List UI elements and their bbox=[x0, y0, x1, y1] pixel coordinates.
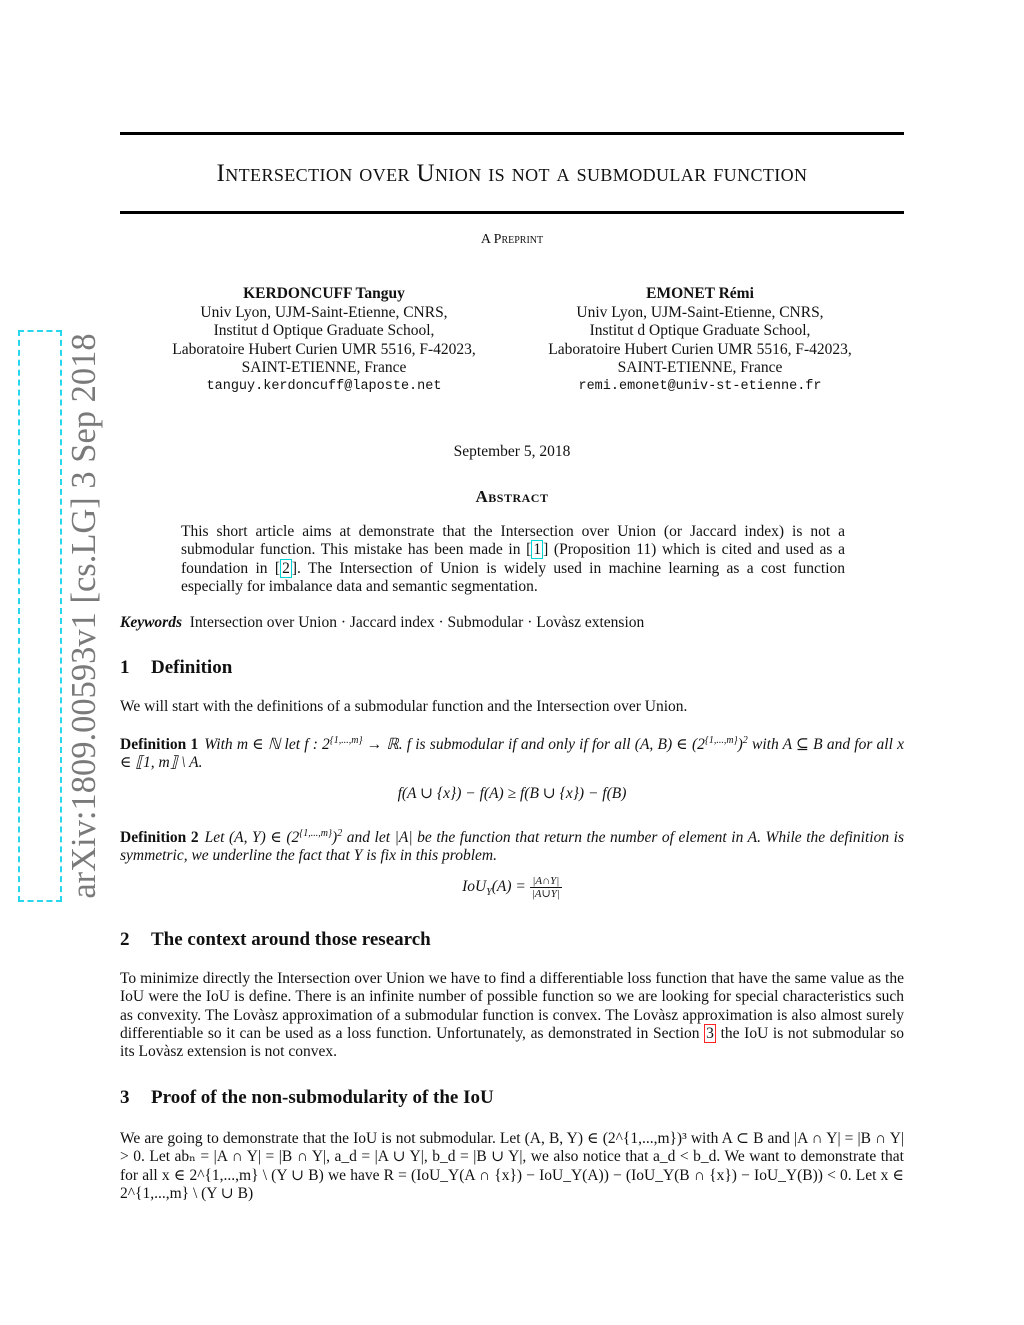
section-heading bbox=[120, 929, 904, 951]
abstract-part: ]. The Intersection of Union is widely used in machine learning as a cost function especially for imbalance data and semantic segmentation. bbox=[181, 559, 845, 595]
paragraph bbox=[120, 970, 904, 1061]
author-name: KERDONCUFF Tanguy bbox=[243, 285, 405, 302]
author-affiliation: Laboratoire Hubert Curien UMR 5516, F-42023, bbox=[548, 340, 852, 358]
section-title: Proof of the non-submodularity of the IoU bbox=[151, 1087, 494, 1108]
author-name: EMONET Rémi bbox=[646, 285, 754, 302]
paper-date: September 5, 2018 bbox=[453, 443, 571, 460]
equation-iou bbox=[120, 875, 904, 900]
fraction bbox=[530, 875, 562, 900]
abstract-text bbox=[181, 523, 845, 596]
paragraph: We are going to demonstrate that the IoU is not submodular. Let (A, B, Y) ∈ (2^{1,...,m})³ with A ⊂ B and |A ∩ Y| = |B ∩ Y| > 0. Let abₙ = |A ∩ Y| = |B ∩ Y|, a_d = |A ∪ Y|, b_d = |B ∪ Y|, we also notice that a_d < b_d. We want to demonstrate that for all x ∈ 2^{1,...,m} \ (Y ∪ B) we have R = (IoU_Y(A ∩ {x}) − IoU_Y(A)) − (IoU_Y(B ∩ {x}) − IoU_Y(B)) < 0. Let x ∈ 2^{1,...,m} \ (Y ∪ B) bbox=[120, 1130, 904, 1202]
section-number: 1 bbox=[120, 657, 130, 678]
definition-label: Definition 2 bbox=[120, 829, 199, 847]
keywords-label: Keywords bbox=[120, 614, 182, 631]
arxiv-stamp-box bbox=[18, 330, 103, 902]
author-affiliation: Univ Lyon, UJM-Saint-Etienne, CNRS, bbox=[200, 303, 448, 321]
eq-term: (A) = bbox=[491, 878, 526, 896]
arxiv-stamp: arXiv:1809.00593v1 [cs.LG] 3 Sep 2018 bbox=[65, 333, 103, 899]
author-affiliation: Laboratoire Hubert Curien UMR 5516, F-42023, bbox=[172, 340, 476, 358]
eq-subscript: Y bbox=[486, 887, 492, 899]
definition-text: With m ∈ ℕ let f : 2 bbox=[204, 736, 330, 754]
section-number: 2 bbox=[120, 929, 130, 950]
section-number: 3 bbox=[120, 1087, 130, 1108]
title-rule-top bbox=[120, 132, 904, 135]
definition-text: Let (A, Y) ∈ (2 bbox=[204, 829, 300, 847]
paragraph: We will start with the definitions of a submodular function and the Intersection over Union. bbox=[120, 698, 688, 715]
fraction-numerator: |A∩Y| bbox=[530, 875, 562, 888]
section-link[interactable]: 3 bbox=[706, 1024, 714, 1042]
definition-text: ) bbox=[332, 829, 338, 847]
author-affiliation: Institut d Optique Graduate School, bbox=[213, 322, 435, 339]
equation-1: f(A ∪ {x}) − f(A) ≥ f(B ∪ {x}) − f(B) bbox=[397, 785, 627, 802]
superscript: {1,...,m} bbox=[329, 735, 363, 746]
author-block-1 bbox=[134, 285, 514, 396]
title-rule-bottom bbox=[120, 211, 904, 214]
citation-link[interactable]: 2 bbox=[282, 559, 290, 577]
abstract-heading: Abstract bbox=[475, 487, 549, 506]
definition-text: → ℝ. f is submodular if and only if for all (A, B) ∈ (2 bbox=[362, 736, 705, 754]
abstract-part: This short article aims at demonstrate that the Intersection over Union (or Jaccard index) is not a submodular function. This mistake has been made in [ bbox=[181, 523, 845, 559]
definition-label: Definition 1 bbox=[120, 736, 199, 754]
paper-title: Intersection over Union is not a submodular function bbox=[216, 160, 808, 187]
section-heading bbox=[120, 1087, 904, 1109]
fraction-denominator: |A∪Y| bbox=[531, 888, 560, 900]
superscript: 2 bbox=[337, 828, 343, 839]
superscript: {1,...,m} bbox=[704, 735, 738, 746]
citation-link[interactable]: 1 bbox=[533, 541, 542, 559]
definition-text: ) bbox=[737, 736, 743, 754]
superscript: {1,...,m} bbox=[299, 828, 333, 839]
author-email[interactable]: tanguy.kerdoncuff@laposte.net bbox=[206, 378, 442, 394]
abstract-part: ] (Proposition 11) which is cited and used as a foundation in [ bbox=[181, 541, 845, 577]
section-title: The context around those research bbox=[151, 929, 431, 950]
keywords-text: Intersection over Union · Jaccard index · Submodular · Lovàsz extension bbox=[189, 614, 645, 631]
keywords bbox=[120, 614, 904, 632]
definition-text: and let |A| be the function that return the number of element in A. While the definition is symmetric, we underline the fact that Y is fix in this problem. bbox=[120, 829, 904, 865]
author-email[interactable]: remi.emonet@univ-st-etienne.fr bbox=[578, 378, 822, 394]
section-heading bbox=[120, 657, 904, 679]
definition-2 bbox=[120, 825, 904, 866]
definition-text: with A ⊆ B and for all x ∈ ⟦1, m⟧ \ A. bbox=[120, 736, 904, 772]
author-affiliation: Institut d Optique Graduate School, bbox=[589, 322, 811, 339]
section-title: Definition bbox=[151, 657, 233, 678]
preprint-label: A Preprint bbox=[480, 232, 544, 247]
paragraph-part: To minimize directly the Intersection over Union we have to find a differentiable loss function that have the same value as the IoU were the IoU is define. There is an infinite number of possible function so we are looking for special characteristics such as convexity. The Lovàsz approximation of a submodular function is convex. The Lovàsz approximation is also almost surely differentiable so it can be used as a loss function. Unfortunately, as demonstrated in Section bbox=[120, 970, 904, 1042]
definition-1 bbox=[120, 732, 904, 773]
eq-term: IoU bbox=[462, 878, 487, 896]
author-affiliation: Univ Lyon, UJM-Saint-Etienne, CNRS, bbox=[576, 303, 824, 321]
paragraph-part: the IoU is not submodular so its Lovàsz extension is not convex. bbox=[120, 1024, 904, 1061]
author-block-2 bbox=[510, 285, 890, 396]
author-affiliation: SAINT-ETIENNE, France bbox=[241, 359, 407, 376]
superscript: 2 bbox=[742, 735, 748, 746]
author-affiliation: SAINT-ETIENNE, France bbox=[617, 359, 783, 376]
